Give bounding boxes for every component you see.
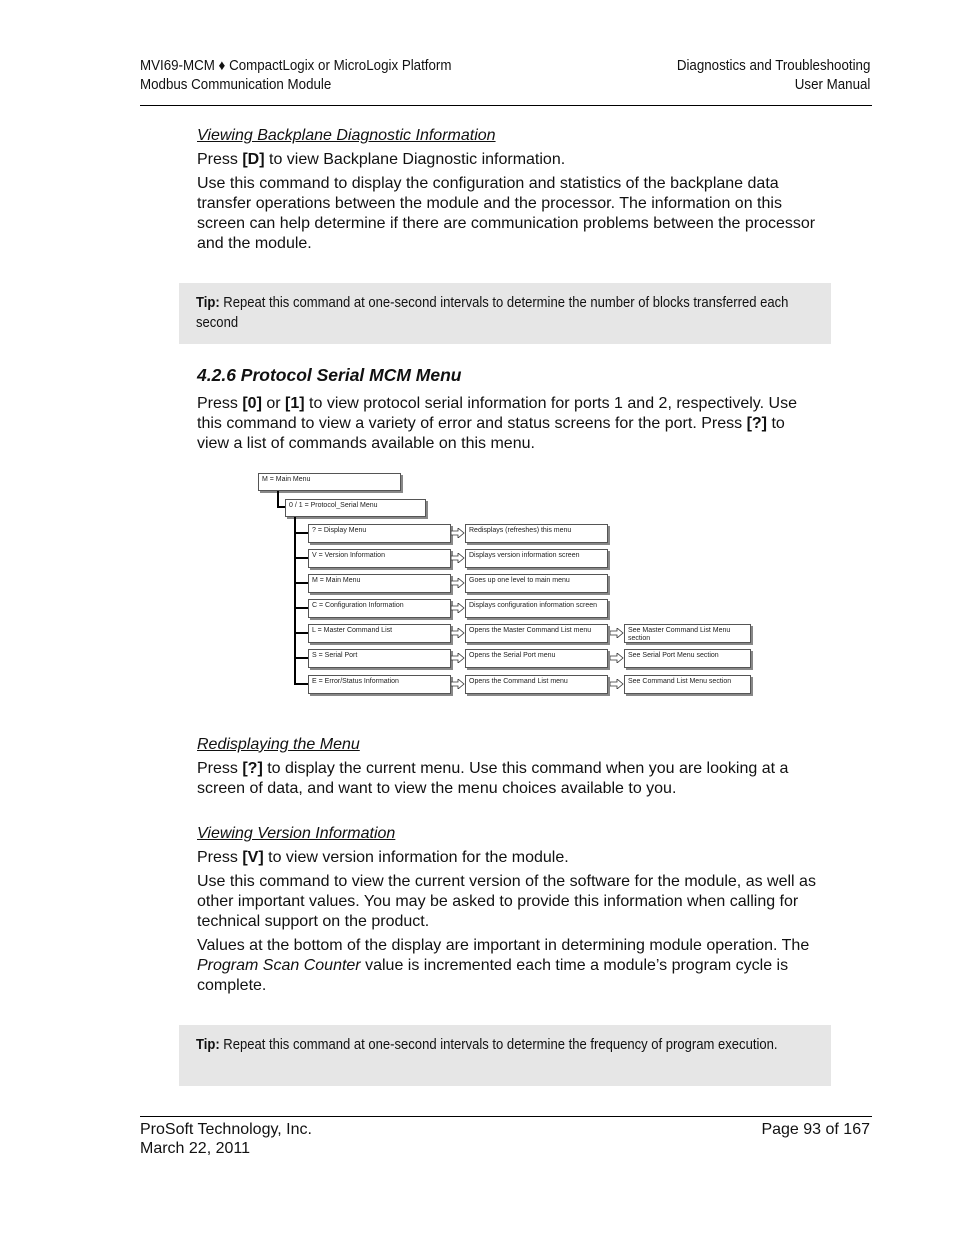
diagram-connector [277, 506, 285, 508]
diagram-connector [294, 683, 308, 685]
backplane-subheading: Viewing Backplane Diagnostic Information [197, 127, 496, 144]
diagram-description-box: Opens the Serial Port menu [465, 649, 608, 668]
diagram-command-box: ? = Display Menu [308, 524, 451, 543]
diagram-see-section-box: See Serial Port Menu section [624, 649, 751, 668]
protocol-menu-diagram [258, 470, 758, 702]
diagram-connector [294, 517, 296, 685]
diagram-command-box: V = Version Information [308, 549, 451, 568]
diagram-see-section-box: See Master Command List Menu section [624, 624, 751, 643]
diagram-description-box: Redisplays (refreshes) this menu [465, 524, 608, 543]
diagram-connector [294, 532, 308, 534]
tip-box-backplane [179, 283, 831, 344]
redisplay-section [197, 735, 817, 799]
page-footer-left [140, 1120, 312, 1158]
arrow-right-icon [451, 628, 465, 638]
page-footer-right [761, 1120, 870, 1139]
diagram-description-box: Opens the Master Command List menu [465, 624, 608, 643]
key-d: [D] [242, 151, 265, 168]
diagram-see-section-box: See Command List Menu section [624, 675, 751, 694]
arrow-right-icon [610, 653, 624, 663]
diagram-root-box: M = Main Menu [258, 473, 401, 491]
diagram-description-box: Displays version information screen [465, 549, 608, 568]
footer-company: ProSoft Technology, Inc. [140, 1121, 312, 1138]
diagram-command-box: L = Master Command List [308, 624, 451, 643]
arrow-right-icon [610, 628, 624, 638]
diagram-connector [294, 557, 308, 559]
diagram-sub-box: 0 / 1 = Protocol_Serial Menu [285, 499, 426, 517]
diagram-command-box: C = Configuration Information [308, 599, 451, 618]
footer-page-number: Page 93 of 167 [761, 1121, 870, 1138]
diagram-command-box: M = Main Menu [308, 574, 451, 593]
tip-text: Tip: Repeat this command at one-second intervals to determine the number of blocks transferred each second [196, 295, 789, 331]
header-module-title: Modbus Communication Module [140, 77, 332, 93]
arrow-right-icon [451, 679, 465, 689]
page-header-left [140, 57, 451, 95]
protocol-description: Press [0] or [1] to view protocol serial information for ports 1 and 2, respectively. Use this command to view a variety of error and status screens for the port. Press [?] to view a list of commands available on this menu. [197, 395, 797, 452]
diagram-description-box: Opens the Command List menu [465, 675, 608, 694]
diagram-connector [294, 607, 308, 609]
header-doc-type: User Manual [794, 77, 870, 93]
tip-label: Tip: [196, 295, 220, 311]
header-chapter-title: Diagnostics and Troubleshooting [676, 58, 870, 74]
tip-box-version [179, 1025, 831, 1086]
diagram-connector [294, 657, 308, 659]
version-description: Use this command to view the current version of the software for the module, as well as other important values. You may be asked to provide this information when calling for technical support on the product. [197, 873, 816, 930]
arrow-right-icon [451, 528, 465, 538]
section-title-protocol-serial: 4.2.6 Protocol Serial MCM Menu [197, 365, 462, 385]
diagram-connector [294, 582, 308, 584]
diagram-description-box: Goes up one level to main menu [465, 574, 608, 593]
header-divider [140, 105, 872, 106]
arrow-right-icon [451, 578, 465, 588]
diagram-command-box: S = Serial Port [308, 649, 451, 668]
diagram-connector [294, 632, 308, 634]
tip-text: Tip: Repeat this command at one-second intervals to determine the frequency of program execution. [196, 1037, 778, 1053]
backplane-description: Use this command to display the configuration and statistics of the backplane data transfer operations between the module and the processor. The information on this screen can help determine if there are communication problems between the processor and the module. [197, 175, 816, 252]
footer-date: March 22, 2011 [140, 1140, 250, 1157]
diagram-command-box: E = Error/Status Information [308, 675, 451, 694]
version-subheading: Viewing Version Information [197, 825, 396, 842]
tip-label: Tip: [196, 1037, 220, 1053]
protocol-section [197, 364, 817, 454]
backplane-section [197, 126, 817, 254]
arrow-right-icon [610, 679, 624, 689]
redisplay-subheading: Redisplaying the Menu [197, 736, 360, 753]
version-section [197, 824, 817, 996]
redisplay-description: Press [?] to display the current menu. Use this command when you are looking at a screen of data, and want to view the menu choices available to you. [197, 760, 789, 797]
backplane-press-line: Press [D] to view Backplane Diagnostic information. [197, 151, 566, 168]
diagram-description-box: Displays configuration information screen [465, 599, 608, 618]
arrow-right-icon [451, 653, 465, 663]
version-scan-counter-note: Values at the bottom of the display are important in determining module operation. The Program Scan Counter value is incremented each time a module’s program cycle is complete. [197, 937, 810, 994]
version-press-line: Press [V] to view version information for the module. [197, 849, 569, 866]
header-product-title: MVI69-MCM ♦ CompactLogix or MicroLogix Platform [140, 58, 452, 74]
arrow-right-icon [451, 603, 465, 613]
page-header-right [676, 57, 870, 95]
footer-divider [140, 1116, 872, 1117]
arrow-right-icon [451, 553, 465, 563]
